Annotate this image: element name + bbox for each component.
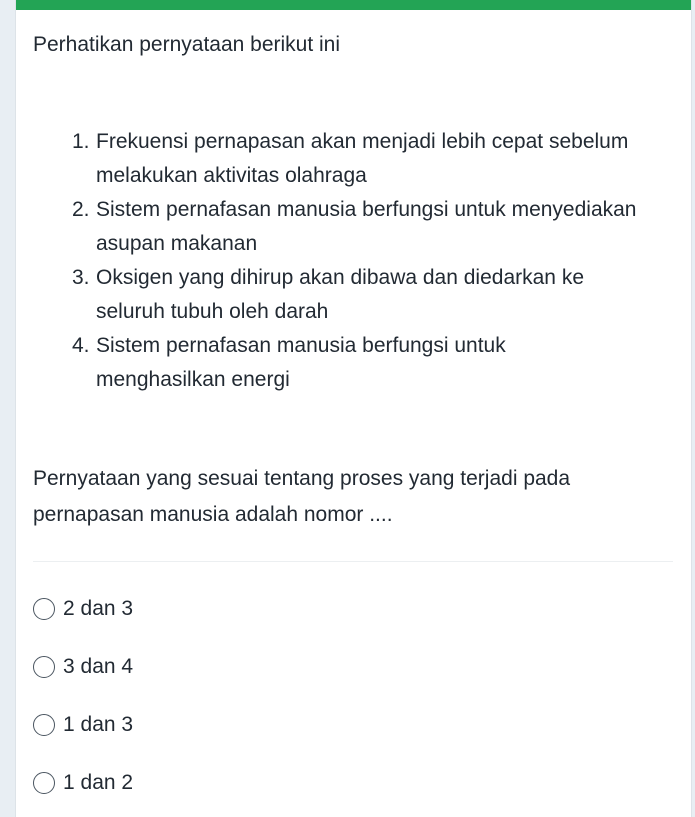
statement-item	[72, 193, 682, 261]
statement-line: Oksigen yang dihirup akan dibawa dan diedarkan ke	[96, 266, 584, 289]
statement-item	[72, 329, 682, 397]
question-prompt	[33, 461, 673, 533]
question-intro: Perhatikan pernyataan berikut ini	[33, 33, 341, 56]
statement-item	[72, 125, 682, 193]
prompt-line: pernapasan manusia adalah nomor ....	[33, 503, 393, 526]
answer-option[interactable]	[33, 589, 673, 647]
radio-button[interactable]	[33, 772, 55, 794]
statement-number: 2.	[72, 198, 90, 221]
statement-list	[72, 125, 682, 397]
statement-line: Sistem pernafasan manusia berfungsi untuk	[96, 334, 506, 357]
statement-line: Frekuensi pernapasan akan menjadi lebih cepat sebelum	[96, 130, 629, 153]
radio-button[interactable]	[33, 656, 55, 678]
option-label: 3 dan 4	[63, 655, 134, 678]
card-accent-bar	[16, 0, 691, 10]
statement-line: seluruh tubuh oleh darah	[96, 300, 329, 323]
answer-option[interactable]	[33, 647, 673, 705]
statement-line: menghasilkan energi	[96, 368, 290, 391]
radio-button[interactable]	[33, 714, 55, 736]
radio-button[interactable]	[33, 598, 55, 620]
option-label: 1 dan 3	[63, 713, 134, 736]
answer-option[interactable]	[33, 763, 673, 817]
statement-line: asupan makanan	[96, 232, 258, 255]
question-card	[15, 0, 692, 817]
option-label: 1 dan 2	[63, 771, 134, 794]
statement-line: melakukan aktivitas olahraga	[96, 164, 367, 187]
divider	[33, 561, 673, 562]
statement-number: 4.	[72, 334, 90, 357]
answer-option[interactable]	[33, 705, 673, 763]
statement-line: Sistem pernafasan manusia berfungsi untuk menyediakan	[96, 198, 637, 221]
statement-item	[72, 261, 682, 329]
answer-options	[33, 589, 673, 817]
prompt-line: Pernyataan yang sesuai tentang proses yang terjadi pada	[33, 467, 571, 490]
statement-number: 3.	[72, 266, 90, 289]
statement-number: 1.	[72, 130, 90, 153]
option-label: 2 dan 3	[63, 597, 134, 620]
